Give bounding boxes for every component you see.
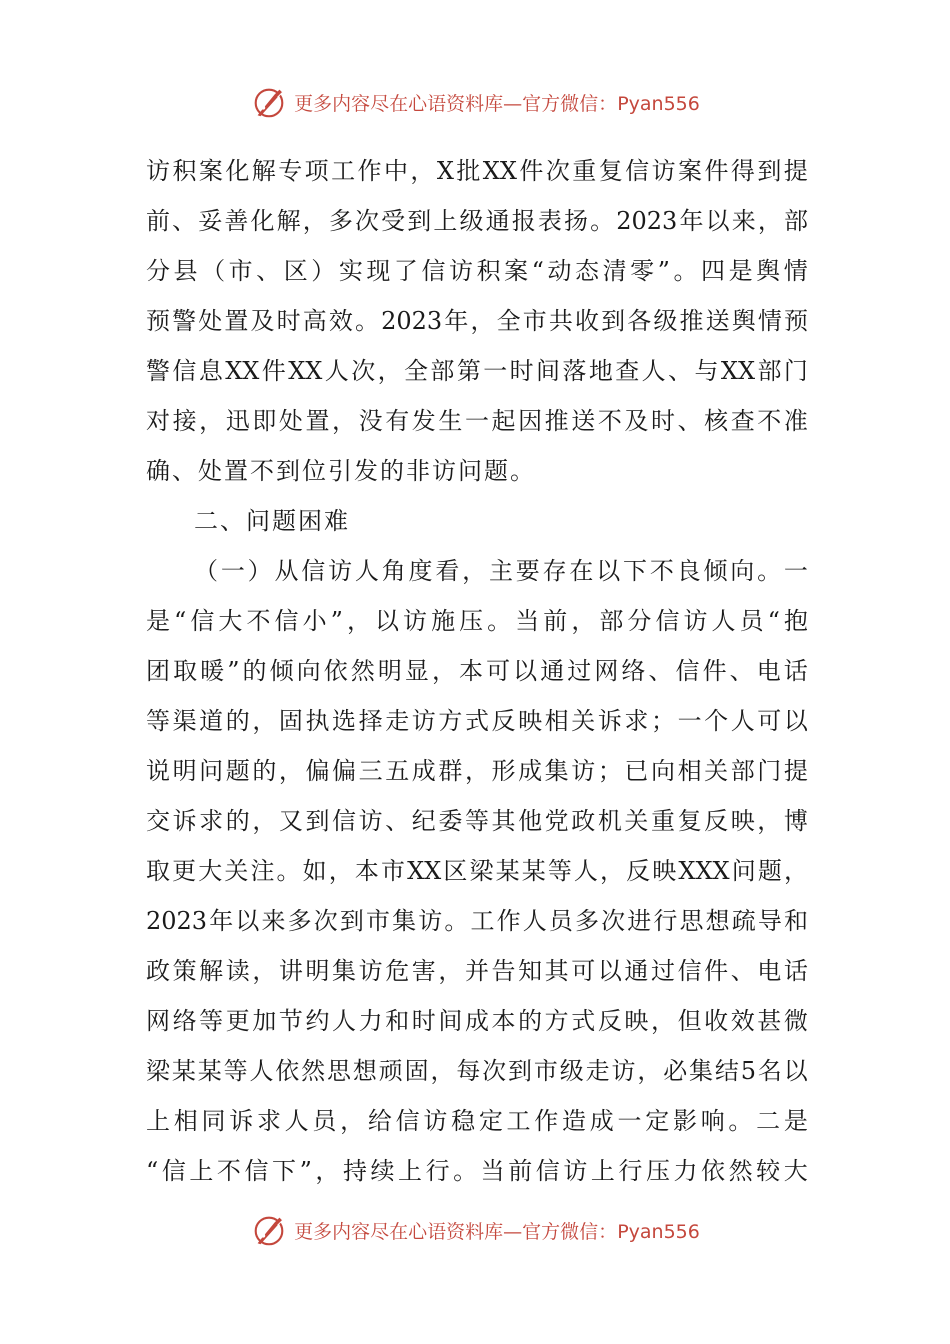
text-line: 访 积 案 化 解 专 项 工 作 中 ， X 批 XX 件 次 重 复 信 访 案 件 得 到 提 (146, 157, 808, 185)
header-watermark-banner (0, 82, 950, 122)
text-line: 分 县 （ 市 、 区 ） 实 现 了 信 访 积 案 “ 动 态 清 零 ” 。 四 是 舆 情 (146, 257, 808, 285)
footer-watermark-banner (0, 1210, 950, 1250)
footer-dash: — (503, 1220, 523, 1243)
text-line: （ 一 ） 从 信 访 人 角 度 看 ， 主 要 存 在 以 下 不 良 倾 向 。 一 (194, 557, 808, 585)
footer-watermark-text (294, 1217, 700, 1244)
footer-brand: 更多内容尽在心语资料库 (294, 1220, 504, 1243)
text-line: 前 、 妥 善 化 解 ， 多 次 受 到 上 级 通 报 表 扬 。 2023 年 以 来 ， 部 (146, 207, 808, 235)
text-line: 说 明 问 题 的 ， 偏 偏 三 五 成 群 ， 形 成 集 访 ； 已 向 相 关 部 门 提 (146, 757, 808, 785)
text-line: 取 更 大 关 注 。 如 ， 本 市 XX 区 梁 某 某 等 人 ， 反 映 XXX 问 题 ， (146, 857, 808, 885)
text-line: 梁 某 某 等 人 依 然 思 想 顽 固 ， 每 次 到 市 级 走 访 ， 必 集 结 5 名 以 (146, 1057, 808, 1085)
text-line: 预 警 处 置 及 时 高 效 。 2023 年 ， 全 市 共 收 到 各 级 推 送 舆 情 预 (146, 307, 808, 335)
text-line: 团 取 暖 ” 的 倾 向 依 然 明 显 ， 本 可 以 通 过 网 络 、 信 件 、 电 话 (146, 657, 808, 685)
footer-contact-id: Pyan556 (617, 1220, 700, 1243)
pen-nib-logo-icon (250, 83, 288, 121)
text-line: 上 相 同 诉 求 人 员 ， 给 信 访 稳 定 工 作 造 成 一 定 影 响 。 二 是 (146, 1107, 808, 1135)
text-line: 2023 年 以 来 多 次 到 市 集 访 。 工 作 人 员 多 次 进 行 思 想 疏 导 和 (146, 907, 808, 935)
text-line: 政 策 解 读 ， 讲 明 集 访 危 害 ， 并 告 知 其 可 以 通 过 信 件 、 电 话 (146, 957, 808, 985)
document-body (146, 146, 808, 1196)
header-dash: — (503, 92, 523, 115)
text-line: 网 络 等 更 加 节 约 人 力 和 时 间 成 本 的 方 式 反 映 ， 但 收 效 甚 微 (146, 1007, 808, 1035)
text-line: 是 “ 信 大 不 信 小 ” ， 以 访 施 压 。 当 前 ， 部 分 信 访 人 员 “ 抱 (146, 607, 808, 635)
text-line: 交 诉 求 的 ， 又 到 信 访 、 纪 委 等 其 他 党 政 机 关 重 复 反 映 ， 博 (146, 807, 808, 835)
header-brand: 更多内容尽在心语资料库 (294, 92, 504, 115)
header-contact-id: Pyan556 (617, 92, 700, 115)
header-contact-label: 官方微信： (522, 92, 618, 115)
text-line: 确 、 处 置 不 到 位 引 发 的 非 访 问 题 。 (146, 457, 534, 485)
text-line: 等 渠 道 的 ， 固 执 选 择 走 访 方 式 反 映 相 关 诉 求 ； 一 个 人 可 以 (146, 707, 808, 735)
pen-nib-logo-icon (250, 1211, 288, 1249)
header-watermark-text (294, 89, 700, 116)
footer-contact-label: 官方微信： (522, 1220, 618, 1243)
text-line: 对 接 ， 迅 即 处 置 ， 没 有 发 生 一 起 因 推 送 不 及 时 、 核 查 不 准 (146, 407, 808, 435)
text-line: 警 信 息 XX 件 XX 人 次 ， 全 部 第 一 时 间 落 地 查 人 、 与 XX 部 门 (146, 357, 808, 385)
text-line: “ 信 上 不 信 下 ” ， 持 续 上 行 。 当 前 信 访 上 行 压 力 依 然 较 大 (146, 1157, 808, 1185)
text-line: 二 、 问 题 困 难 (194, 507, 348, 535)
